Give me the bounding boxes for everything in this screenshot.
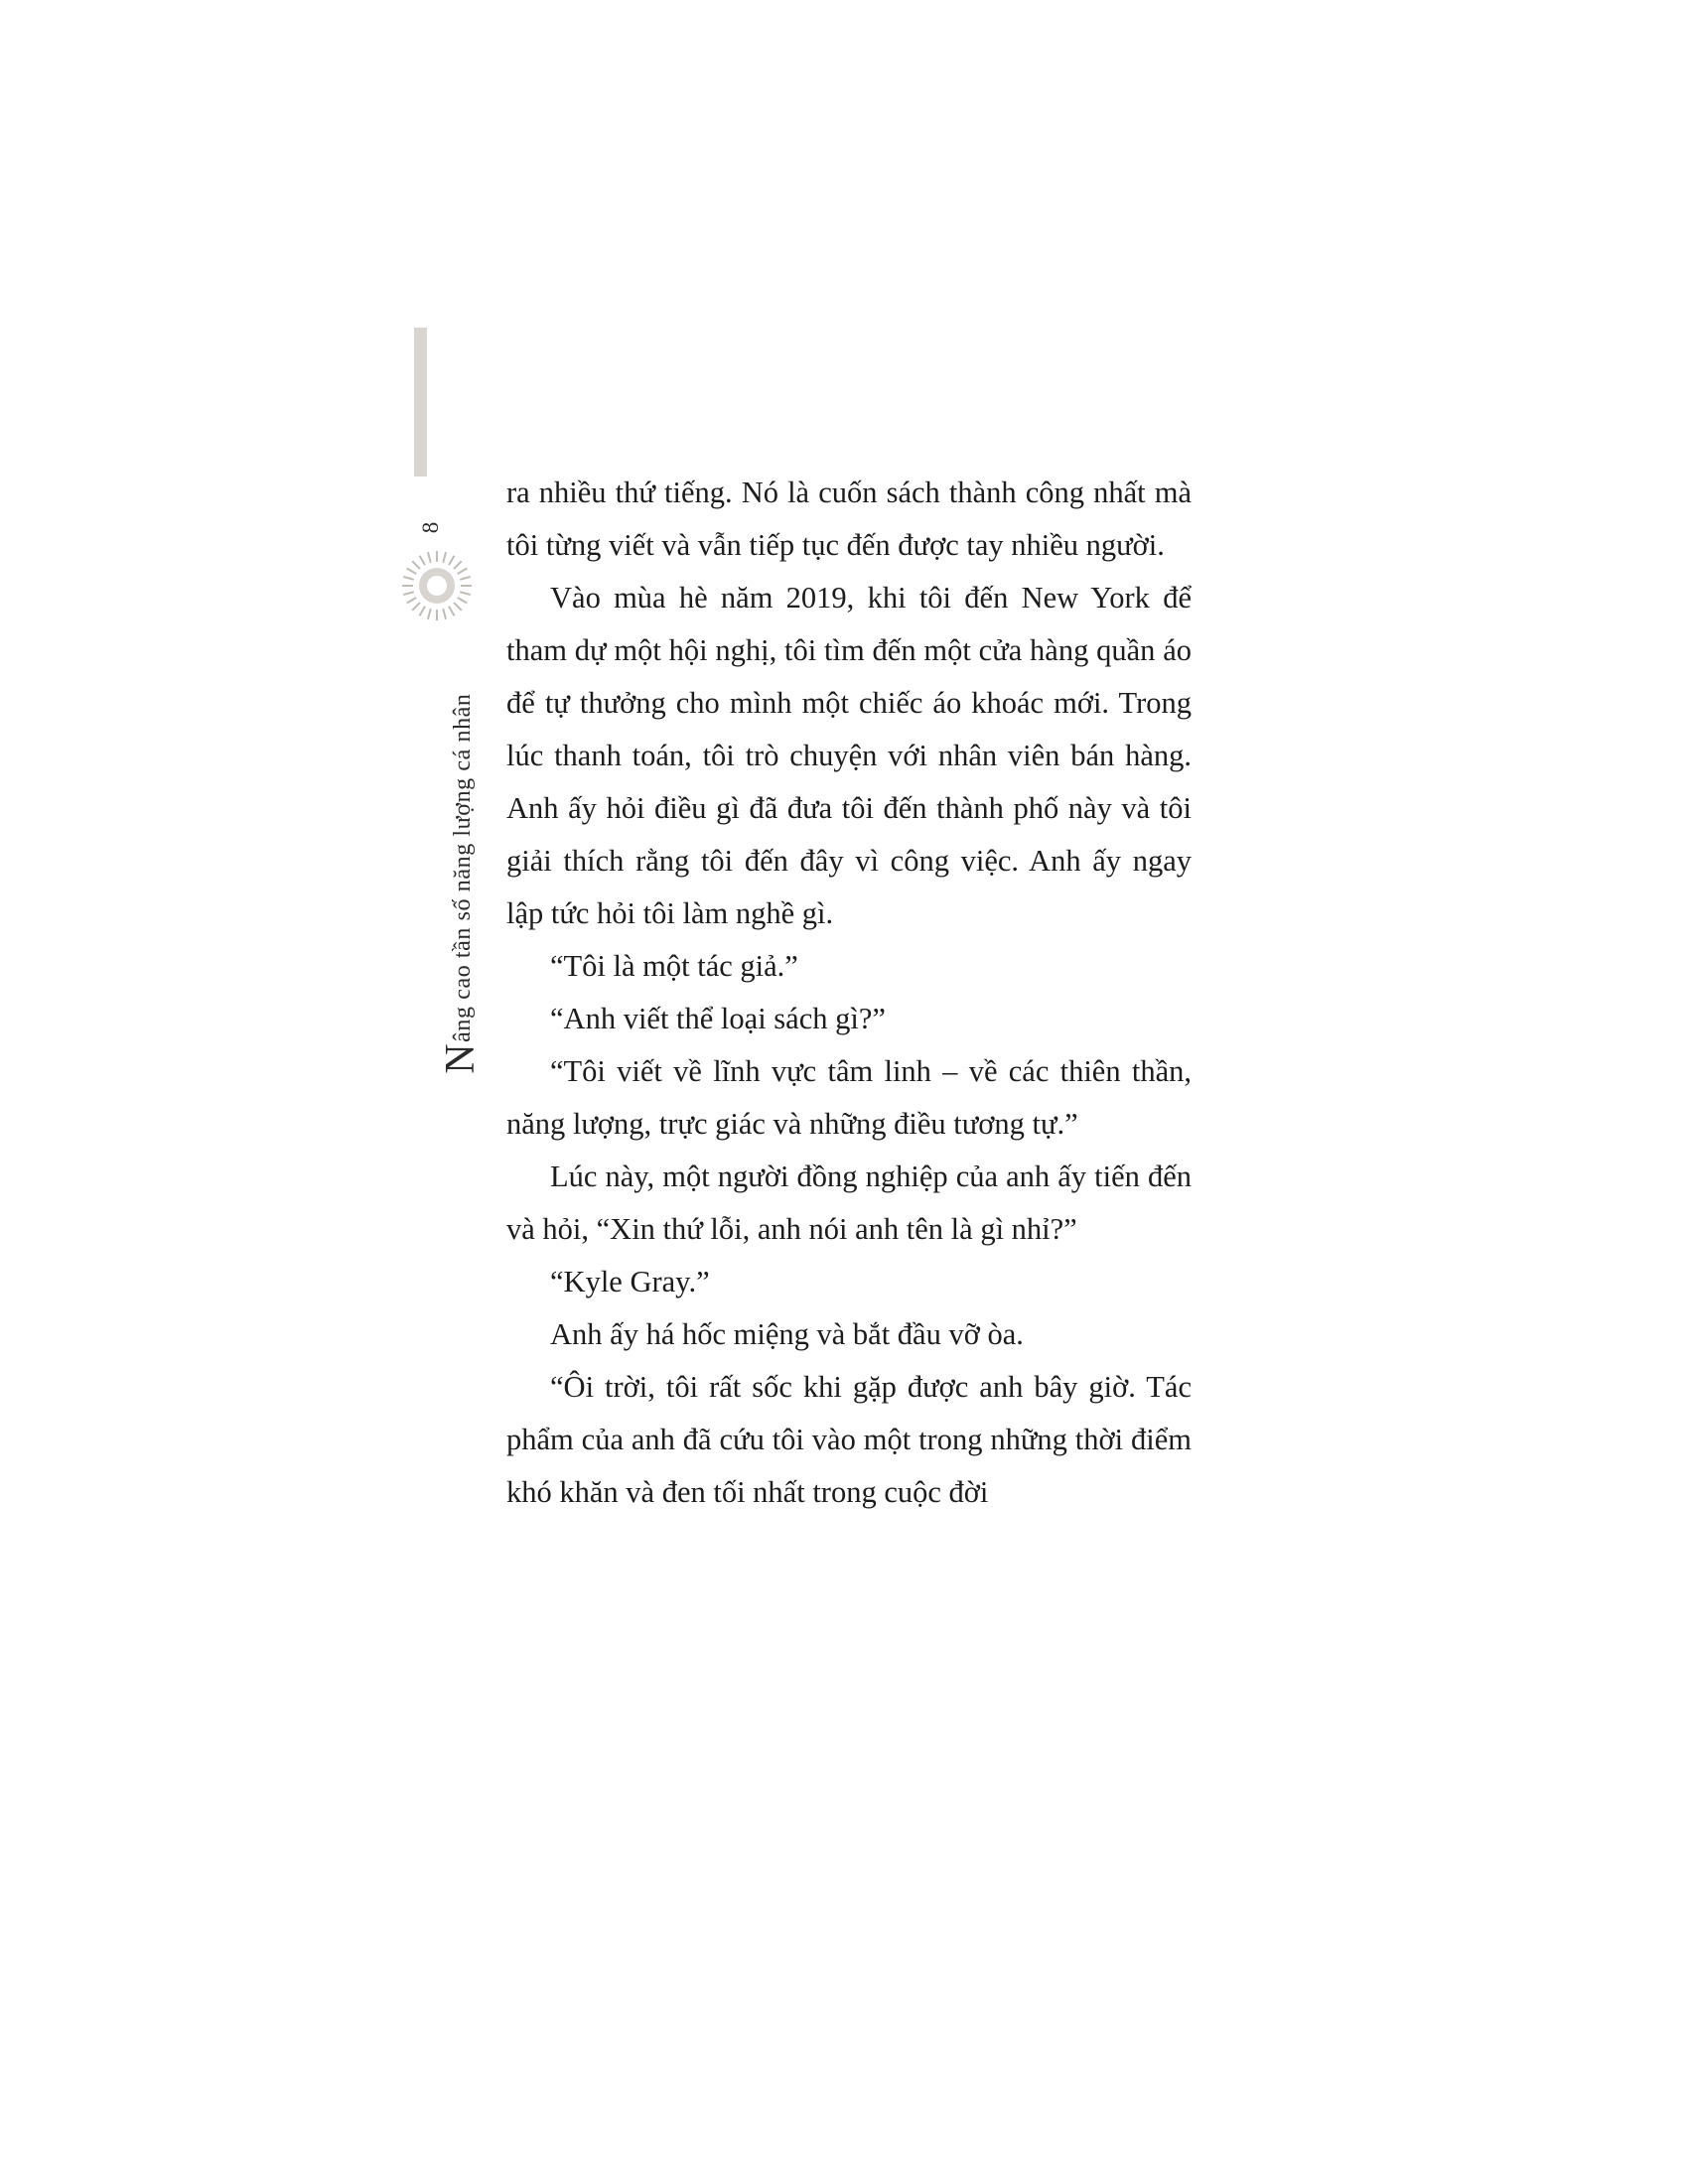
paragraph: “Anh viết thể loại sách gì?”	[550, 1002, 886, 1035]
paragraph: “Kyle Gray.”	[550, 1265, 710, 1298]
margin-running-head-block	[392, 328, 485, 1074]
running-head	[438, 518, 485, 1074]
margin-rule	[414, 328, 427, 477]
paragraph: “Ôi trời, tôi rất sốc khi gặp được anh bây giờ. Tác phẩm của anh đã cứu tôi vào một trong những thời điểm khó khăn và đen tối nhất trong cuộc đời	[506, 1370, 1192, 1509]
paragraph: Anh ấy há hốc miệng và bắt đầu vỡ òa.	[550, 1317, 1024, 1351]
paragraph: ra nhiều thứ tiếng. Nó là cuốn sách thành công nhất mà tôi từng viết và vẫn tiếp tục đến được tay nhiều người.	[506, 476, 1192, 562]
body-text-column	[506, 467, 1192, 1519]
running-head-text: âng cao tần số năng lượng cá nhân	[450, 693, 477, 1042]
paragraph: “Tôi viết về lĩnh vực tâm linh – về các thiên thần, năng lượng, trực giác và những điều tương tự.”	[506, 1054, 1192, 1141]
paragraph: Vào mùa hè năm 2019, khi tôi đến New York để tham dự một hội nghị, tôi tìm đến một cửa hàng quần áo để tự thưởng cho mình một chiếc áo khoác mới. Trong lúc thanh toán, tôi trò chuyện với nhân viên bán hàng. Anh ấy hỏi điều gì đã đưa tôi đến thành phố này và tôi giải thích rằng tôi đến đây vì công việc. Anh ấy ngay lập tức hỏi tôi làm nghề gì.	[506, 581, 1192, 930]
running-head-initial: N	[438, 1042, 485, 1074]
page-number: 8	[418, 520, 443, 534]
paragraph: “Tôi là một tác giả.”	[550, 949, 798, 983]
paragraph: Lúc này, một người đồng nghiệp của anh ấy tiến đến và hỏi, “Xin thứ lỗi, anh nói anh tên là gì nhỉ?”	[506, 1160, 1192, 1246]
